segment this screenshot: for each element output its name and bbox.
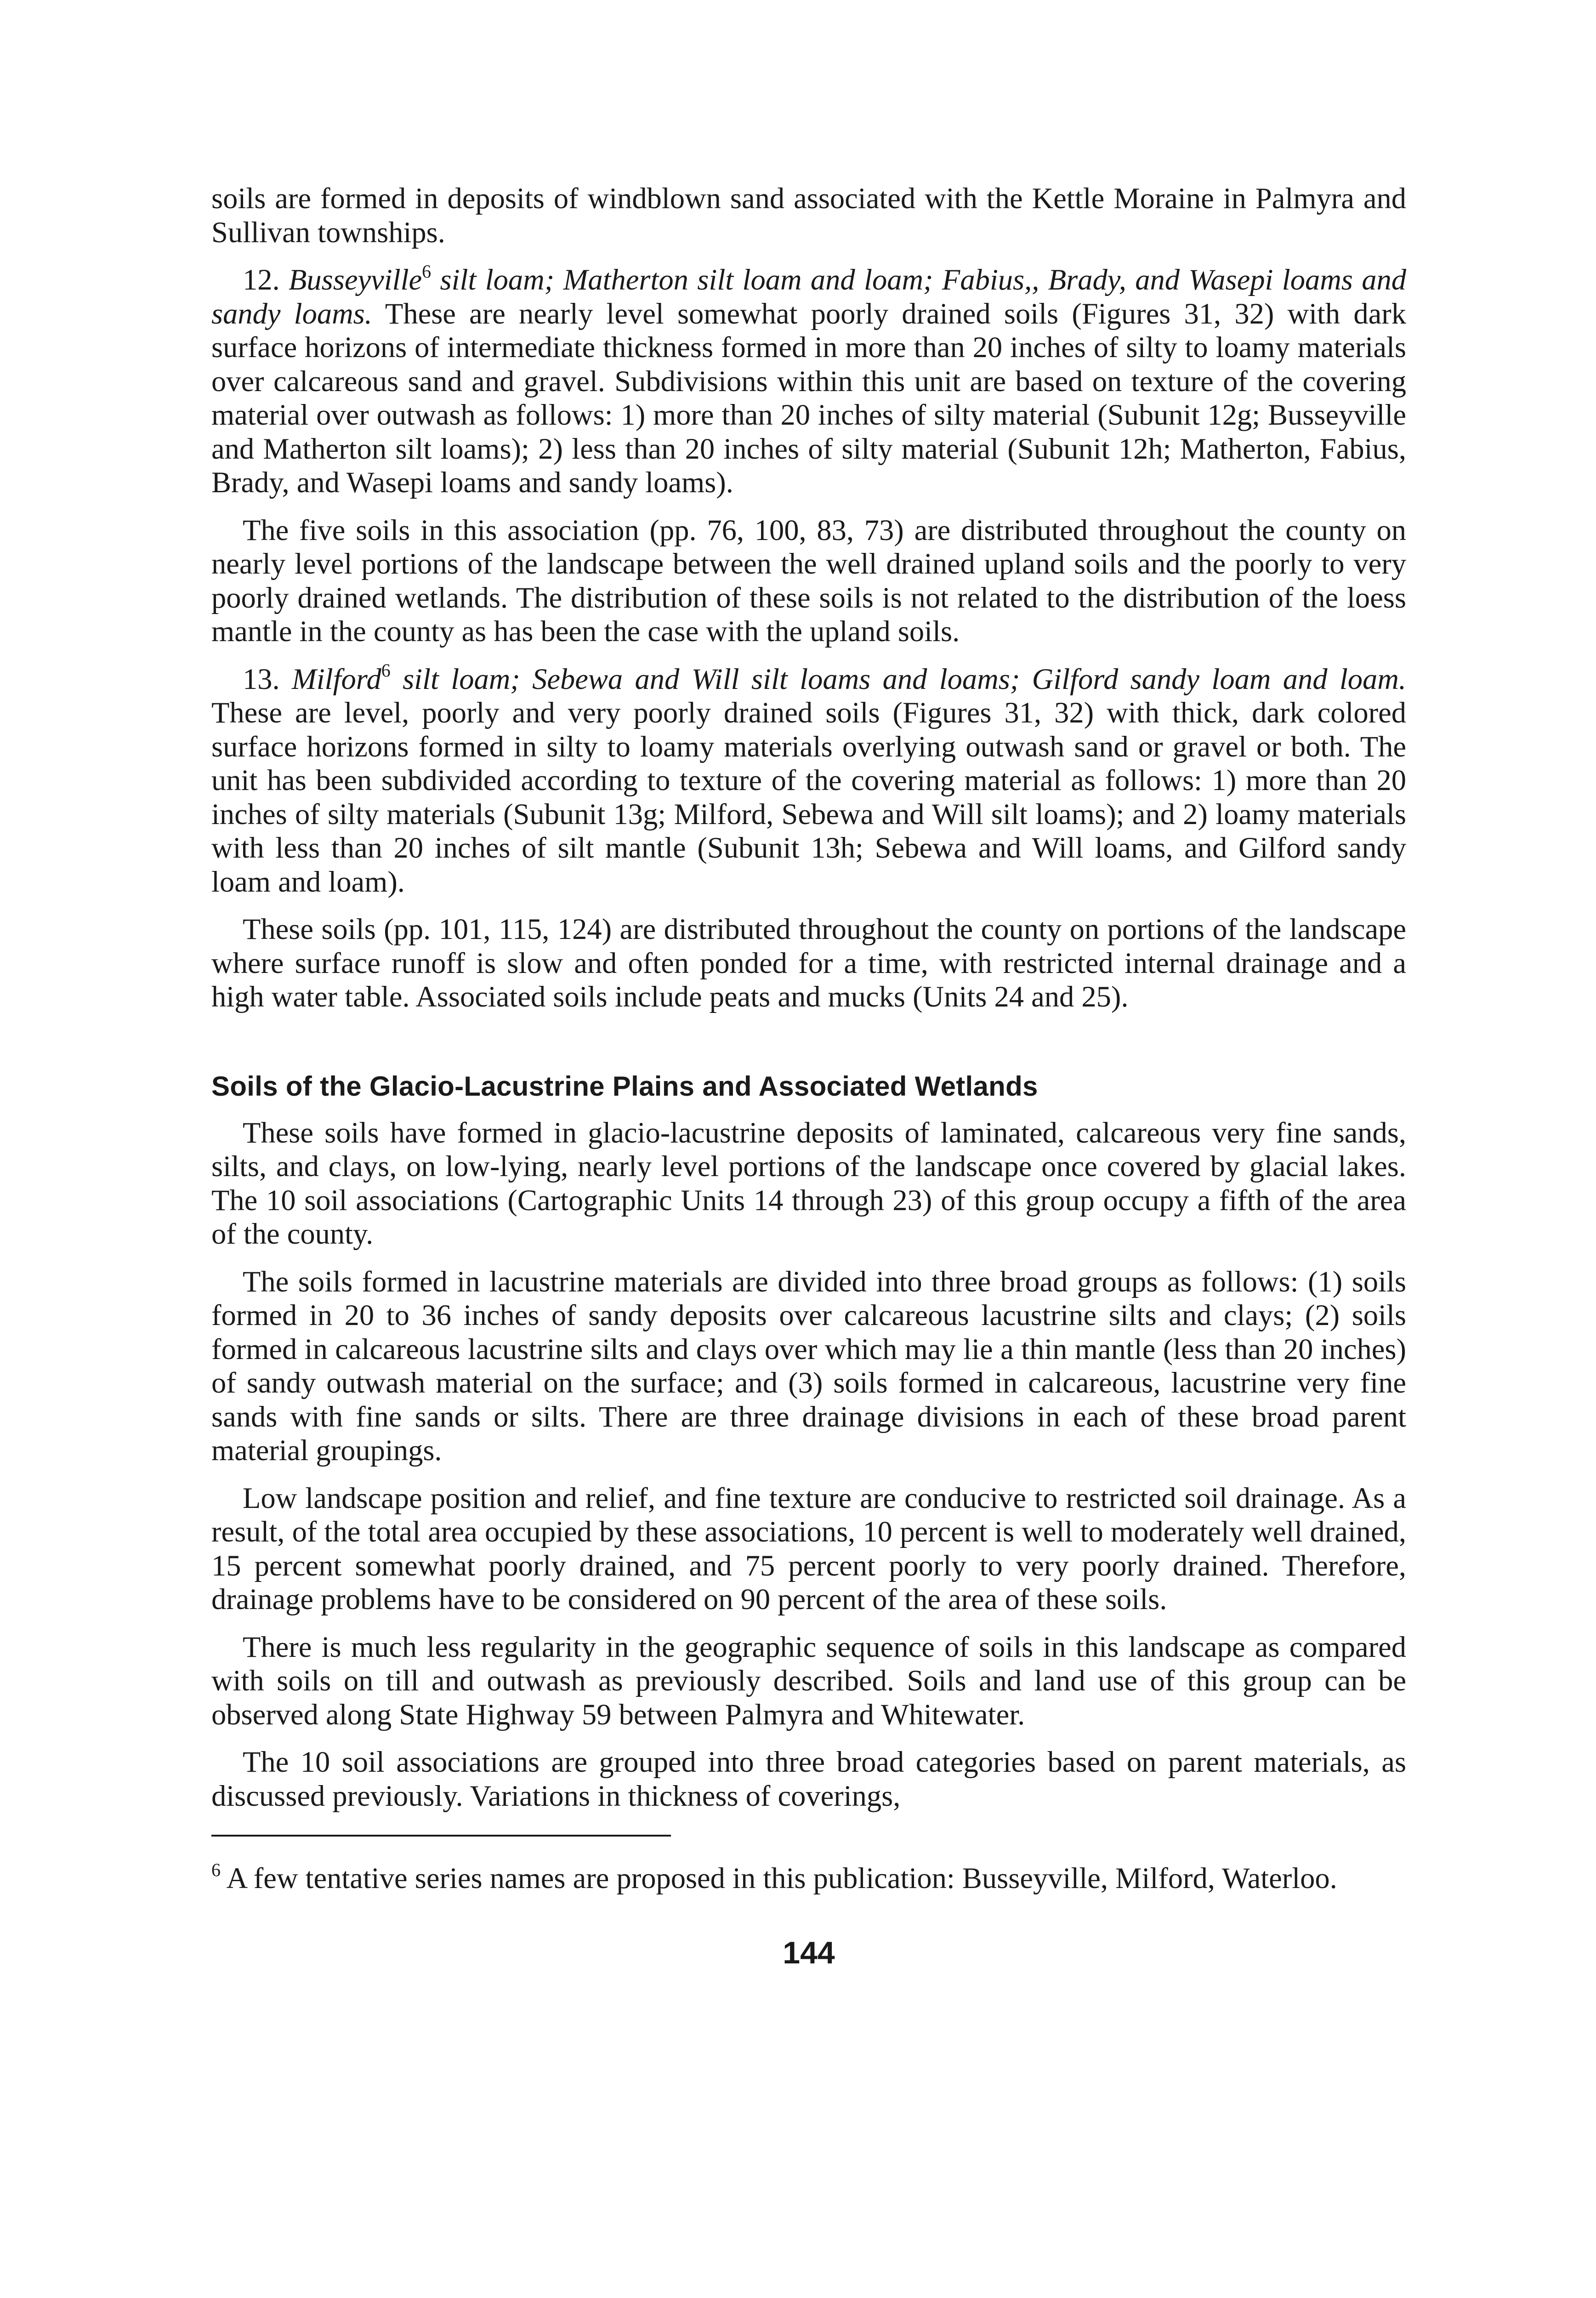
footnote-ref-13: 6 bbox=[381, 660, 391, 681]
unit-12-title-b: silt loam; Matherton silt loam and loam; Fabius,, Brady, and Wasepi loams and sandy loams. bbox=[211, 263, 1407, 330]
paragraph-unit-13 bbox=[211, 662, 1406, 899]
page-number: 144 bbox=[783, 1935, 835, 1970]
footnote-marker: 6 bbox=[211, 1859, 221, 1880]
unit-13-title-b: silt loam; Sebewa and Will silt loams and loams; Gilford sandy loam and loam. bbox=[390, 662, 1407, 695]
paragraph-categories: The 10 soil associations are grouped into three broad categories based on parent materials, as discussed previously. Variations in thickness of coverings, bbox=[211, 1746, 1406, 1812]
document-page bbox=[211, 182, 1406, 1971]
paragraph-unit-12 bbox=[211, 263, 1406, 500]
footnote-divider bbox=[211, 1835, 671, 1837]
unit-12-body: These are nearly level somewhat poorly drained soils (Figures 31, 32) with dark surface horizons of intermediate thickness formed in more than 20 inches of silty to loamy materials over calcareous sand and gravel. Subdivisions within this unit are based on texture of the covering material over outwash as follows: 1) more than 20 inches of silty material (Subunit 12g; Busseyville and Matherton silt loams); 2) less than 20 inches of silty material (Subunit 12h; Matherton, Fabius, Brady, and Wasepi loams and sandy loams). bbox=[211, 297, 1406, 499]
paragraph-drainage: Low landscape position and relief, and fine texture are conducive to restricted soil drainage. As a result, of the total area occupied by these associations, 10 percent is well to moderately well drained, 15 percent somewhat poorly drained, and 75 percent poorly to very poorly drained. Therefore, drainage problems have to be considered on 90 percent of the area of these soils. bbox=[211, 1481, 1406, 1615]
section-heading: Soils of the Glacio-Lacustrine Plains and Associated Wetlands bbox=[211, 1070, 1038, 1102]
paragraph-regularity: There is much less regularity in the geographic sequence of soils in this landscape as compared with soils on till and outwash as previously described. Soils and land use of this group can be observed along State Highway 59 between Palmyra and Whitewater. bbox=[211, 1630, 1406, 1731]
unit-12-title-a: Busseyville bbox=[289, 263, 422, 296]
unit-13-body: These are level, poorly and very poorly drained soils (Figures 31, 32) with thick, dark colored surface horizons formed in silty to loamy materials overlying outwash sand or gravel or both. The unit has been subdivided according to texture of the covering material as follows: 1) more than 20 inches of silty materials (Subunit 13g; Milford, Sebewa and Will silt loams); and 2) loamy materials with less than 20 inches of silt mantle (Subunit 13h; Sebewa and Will loams, and Gilford sandy loam and loam). bbox=[211, 696, 1406, 898]
unit-13-number: 13. bbox=[243, 662, 280, 695]
paragraph-lacustrine-groups: The soils formed in lacustrine materials are divided into three broad groups as follows: (1) soils formed in 20 to 36 inches of sandy deposits over calcareous lacustrine silts and clays; (2) soils formed in calcareous lacustrine silts and clays over which may lie a thin mantle (less than 20 inches) of sandy outwash material on the surface; and (3) soils formed in calcareous, lacustrine very fine sands with fine sands or silts. There are three drainage divisions in each of these broad parent material groupings. bbox=[211, 1265, 1406, 1467]
footnote-text: A few tentative series names are proposed in this publication: Busseyville, Milford, Waterloo. bbox=[221, 1862, 1337, 1894]
paragraph-opening: soils are formed in deposits of windblown sand associated with the Kettle Moraine in Palmyra and Sullivan townships. bbox=[211, 182, 1406, 249]
paragraph-these-soils: These soils (pp. 101, 115, 124) are distributed throughout the county on portions of the landscape where surface runoff is slow and often ponded for a time, with restricted internal drainage and a high water table. Associated soils include peats and mucks (Units 24 and 25). bbox=[211, 913, 1406, 1013]
unit-12-number: 12. bbox=[243, 263, 280, 296]
footnote-ref-12: 6 bbox=[422, 261, 432, 282]
footnote bbox=[211, 1861, 1406, 1895]
paragraph-five-soils: The five soils in this association (pp. 76, 100, 83, 73) are distributed throughout the county on nearly level portions of the landscape between the well drained upland soils and the poorly to very poorly drained wetlands. The distribution of these soils is not related to the distribution of the loess mantle in the county as has been the case with the upland soils. bbox=[211, 513, 1406, 648]
unit-13-title-a: Milford bbox=[292, 662, 381, 695]
paragraph-glacio-intro: These soils have formed in glacio-lacustrine deposits of laminated, calcareous very fine sands, silts, and clays, on low-lying, nearly level portions of the landscape once covered by glacial lakes. The 10 soil associations (Cartographic Units 14 through 23) of this group occupy a fifth of the area of the county. bbox=[211, 1116, 1406, 1250]
